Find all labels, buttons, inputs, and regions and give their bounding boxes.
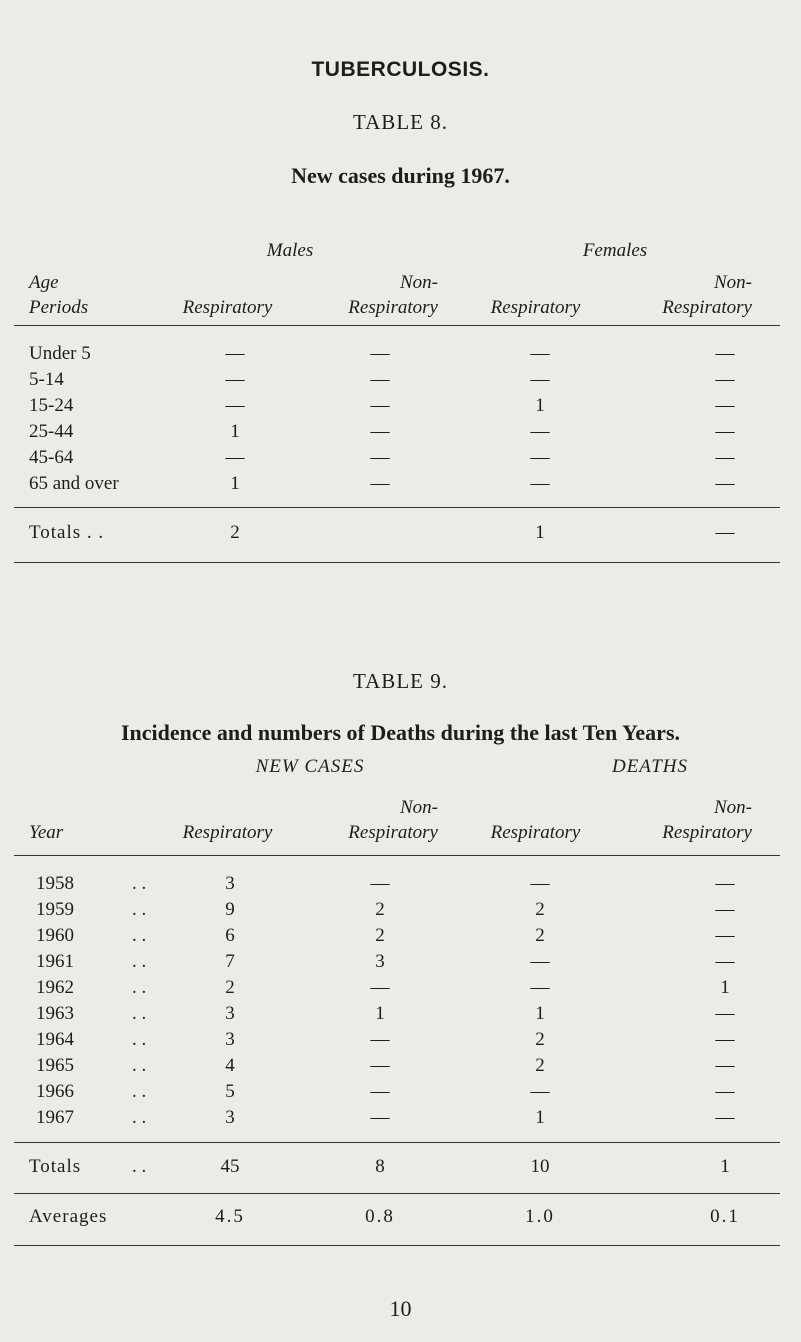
t9-col-n-non-bottom: Respiratory <box>348 822 438 843</box>
t9-year: 1965 <box>36 1055 74 1076</box>
t9-averages-n-non: 0.8 <box>365 1206 395 1227</box>
t9-col-d-non-top: Non- <box>714 797 752 818</box>
t9-rows-rule <box>14 1142 780 1143</box>
t8-col-f-resp: Respiratory <box>490 297 581 318</box>
t9-year: 1966 <box>36 1081 74 1102</box>
t8-row-label: Under 5 <box>29 343 91 364</box>
t8-col-m-resp: Respiratory <box>182 297 273 318</box>
t9-n-non: — <box>370 873 390 894</box>
t9-d-non: — <box>715 873 735 894</box>
t9-year: 1961 <box>36 951 74 972</box>
t9-year: 1960 <box>36 925 74 946</box>
t9-dots: . . <box>132 925 147 946</box>
t9-n-resp: 6 <box>225 925 235 946</box>
t9-d-resp: 2 <box>535 899 545 920</box>
t9-n-resp: 2 <box>225 977 235 998</box>
t8-f-resp: 1 <box>535 395 545 416</box>
t8-m-non: — <box>370 447 390 468</box>
t9-year: 1962 <box>36 977 74 998</box>
t9-n-non: 3 <box>375 951 385 972</box>
table8-caption: TABLE 8. <box>353 110 448 134</box>
t8-totals-f-non: — <box>715 522 735 543</box>
t8-m-resp: 1 <box>230 421 240 442</box>
t8-bottom-rule <box>14 562 780 563</box>
t8-f-resp: — <box>530 473 550 494</box>
t9-n-resp: 3 <box>225 1003 235 1024</box>
t9-d-non: — <box>715 951 735 972</box>
t8-m-resp: — <box>225 395 245 416</box>
t8-row-label: 25-44 <box>29 421 74 442</box>
t9-n-resp: 4 <box>225 1055 235 1076</box>
t9-d-resp: 1 <box>535 1107 545 1128</box>
t9-n-resp: 3 <box>225 1029 235 1050</box>
t8-m-non: — <box>370 473 390 494</box>
t8-m-resp: — <box>225 447 245 468</box>
t9-totals-d-non: 1 <box>720 1156 730 1177</box>
t9-averages-d-resp: 1.0 <box>525 1206 555 1227</box>
t8-col-age-bottom: Periods <box>29 297 89 318</box>
t9-dots: . . <box>132 977 147 998</box>
t9-n-non: 1 <box>375 1003 385 1024</box>
t9-averages-n-resp: 4.5 <box>215 1206 245 1227</box>
t8-col-m-non-bottom: Respiratory <box>348 297 438 318</box>
t9-averages-d-non: 0.1 <box>710 1206 740 1227</box>
t9-d-non: — <box>715 1029 735 1050</box>
t9-dots: . . <box>132 1003 147 1024</box>
t9-n-resp: 3 <box>225 873 235 894</box>
t9-d-non: — <box>715 1107 735 1128</box>
t9-n-non: — <box>370 1029 390 1050</box>
t8-row-label: 15-24 <box>29 395 74 416</box>
t9-group-deaths: DEATHS <box>611 756 689 777</box>
t8-f-non: — <box>715 395 735 416</box>
t8-f-resp: — <box>530 447 550 468</box>
page-number: 10 <box>389 1296 412 1321</box>
table9-caption: TABLE 9. <box>353 669 448 693</box>
t8-m-non: — <box>370 421 390 442</box>
t8-f-non: — <box>715 447 735 468</box>
t9-d-resp: — <box>530 873 550 894</box>
t9-col-year: Year <box>29 822 64 843</box>
t8-m-non: — <box>370 369 390 390</box>
t9-totals-n-non: 8 <box>375 1156 385 1177</box>
t9-dots: . . <box>132 1055 147 1076</box>
t8-totals-label: Totals . . <box>29 522 105 543</box>
t8-header-rule <box>14 325 780 326</box>
t9-totals-dots: . . <box>132 1156 147 1177</box>
t9-col-d-resp: Respiratory <box>490 822 581 843</box>
t9-n-non: 2 <box>375 899 385 920</box>
t9-n-non: — <box>370 1081 390 1102</box>
t9-col-d-non-bottom: Respiratory <box>662 822 752 843</box>
t9-group-new: NEW CASES <box>255 756 365 777</box>
t9-year: 1958 <box>36 873 74 894</box>
t9-d-resp: — <box>530 977 550 998</box>
t8-row-label: 45-64 <box>29 447 74 468</box>
t8-f-non: — <box>715 421 735 442</box>
t9-totals-d-resp: 10 <box>530 1156 550 1177</box>
t8-group-males: Males <box>266 240 314 261</box>
t9-n-resp: 5 <box>225 1081 235 1102</box>
t9-d-non: — <box>715 1081 735 1102</box>
t8-f-non: — <box>715 473 735 494</box>
t9-d-resp: 2 <box>535 1055 545 1076</box>
t9-year: 1967 <box>36 1107 74 1128</box>
t8-f-resp: — <box>530 421 550 442</box>
t9-d-resp: — <box>530 1081 550 1102</box>
t9-year: 1963 <box>36 1003 74 1024</box>
t8-m-resp: 1 <box>230 473 240 494</box>
t9-d-resp: 1 <box>535 1003 545 1024</box>
t9-d-resp: 2 <box>535 925 545 946</box>
t9-col-n-resp: Respiratory <box>182 822 273 843</box>
t9-d-non: — <box>715 1055 735 1076</box>
t9-n-resp: 9 <box>225 899 235 920</box>
t9-averages-label: Averages <box>29 1206 108 1227</box>
t9-dots: . . <box>132 1107 147 1128</box>
t9-year: 1959 <box>36 899 74 920</box>
t9-bottom-rule <box>14 1245 780 1246</box>
t8-col-f-non-top: Non- <box>714 272 752 293</box>
t8-col-f-non-bottom: Respiratory <box>662 297 752 318</box>
t8-row-label: 65 and over <box>29 473 119 494</box>
t9-d-resp: — <box>530 951 550 972</box>
t8-f-resp: — <box>530 343 550 364</box>
t9-d-non: — <box>715 1003 735 1024</box>
t9-n-resp: 7 <box>225 951 235 972</box>
t9-dots: . . <box>132 1029 147 1050</box>
t9-d-non: 1 <box>720 977 730 998</box>
t9-n-non: — <box>370 1055 390 1076</box>
t8-totals-f-resp: 1 <box>535 522 545 543</box>
t8-col-age-top: Age <box>29 272 59 293</box>
t9-d-non: — <box>715 899 735 920</box>
t9-header-rule <box>14 855 780 856</box>
t9-totals-rule <box>14 1193 780 1194</box>
t9-dots: . . <box>132 1081 147 1102</box>
t9-d-resp: 2 <box>535 1029 545 1050</box>
table9-subtitle: Incidence and numbers of Deaths during the last Ten Years. <box>120 720 681 745</box>
t8-col-m-non-top: Non- <box>400 272 438 293</box>
t9-d-non: — <box>715 925 735 946</box>
t9-year: 1964 <box>36 1029 74 1050</box>
t9-n-non: 2 <box>375 925 385 946</box>
t8-m-non: — <box>370 395 390 416</box>
t9-col-n-non-top: Non- <box>400 797 438 818</box>
t8-f-non: — <box>715 343 735 364</box>
t9-totals-label: Totals <box>29 1156 82 1177</box>
t8-f-non: — <box>715 369 735 390</box>
t9-n-non: — <box>370 977 390 998</box>
t8-f-resp: — <box>530 369 550 390</box>
t8-m-non: — <box>370 343 390 364</box>
t9-dots: . . <box>132 873 147 894</box>
t8-rows-rule <box>14 507 780 508</box>
t9-dots: . . <box>132 951 147 972</box>
t8-m-resp: — <box>225 343 245 364</box>
t8-totals-m-resp: 2 <box>230 522 240 543</box>
t8-group-females: Females <box>582 240 648 261</box>
t9-n-non: — <box>370 1107 390 1128</box>
t9-n-resp: 3 <box>225 1107 235 1128</box>
t8-row-label: 5-14 <box>29 369 64 390</box>
t9-dots: . . <box>132 899 147 920</box>
section-title: TUBERCULOSIS. <box>311 58 490 81</box>
table8-subtitle: New cases during 1967. <box>291 163 510 188</box>
t8-m-resp: — <box>225 369 245 390</box>
t9-totals-n-resp: 45 <box>220 1156 240 1177</box>
